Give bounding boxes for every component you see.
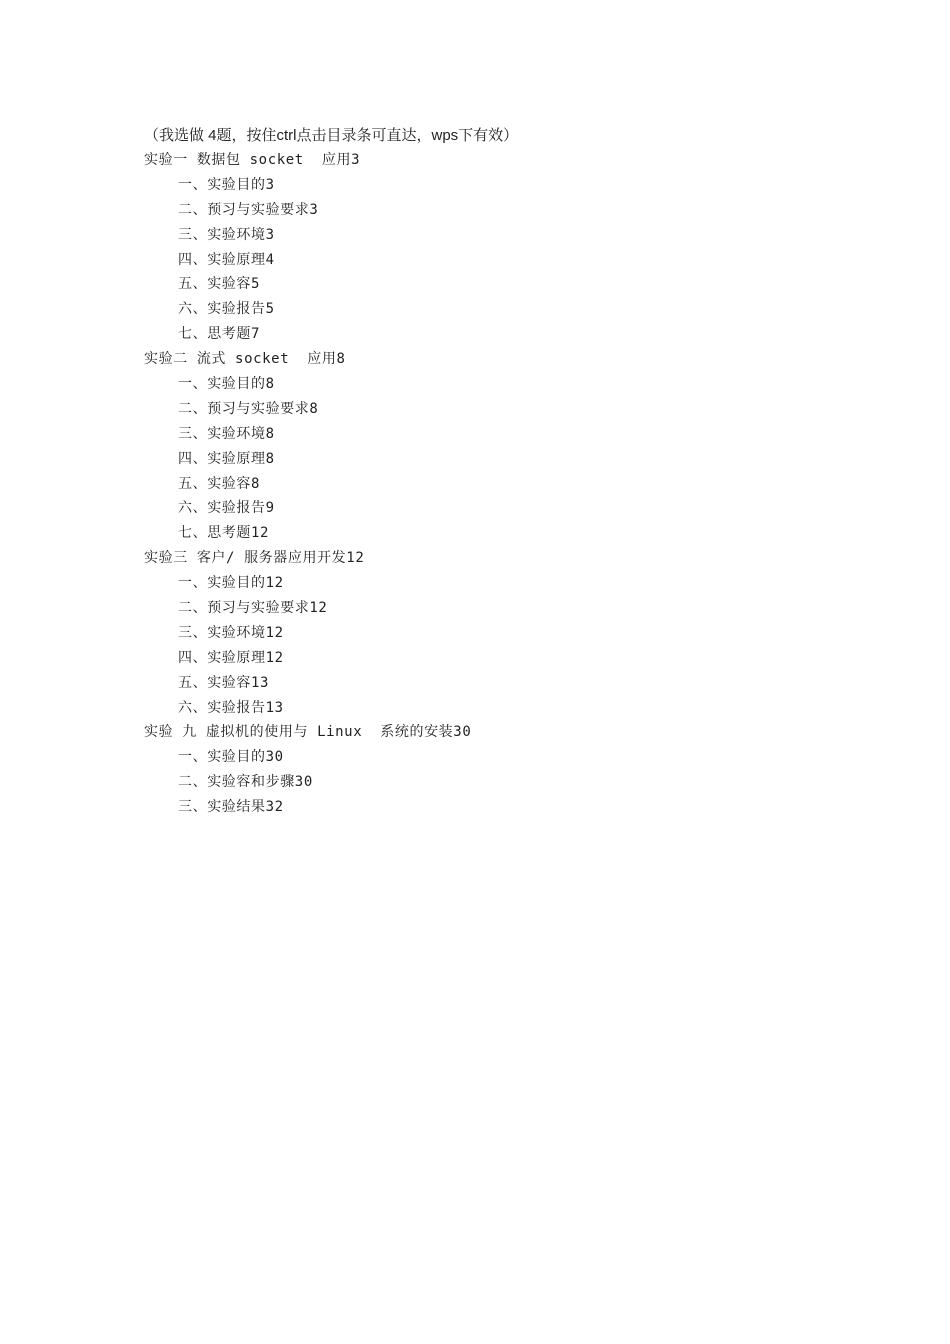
toc-section-link[interactable]: 二、预习与实验要求8: [178, 400, 319, 417]
toc-section-link[interactable]: 六、实验报告9: [178, 500, 275, 517]
toc-section-link[interactable]: 三、实验环境8: [178, 425, 275, 442]
toc-section-link[interactable]: 四、实验原理4: [178, 251, 275, 268]
toc-section-link[interactable]: 七、思考题7: [178, 326, 261, 343]
toc-chapter-link[interactable]: 实验 九 虚拟机的使用与 Linux 系统的安装30: [144, 724, 472, 741]
toc-chapter-link[interactable]: 实验二 流式 socket 应用8: [144, 351, 346, 368]
toc-instruction-note: （我选做 4题，按住ctrl点击目录条可直达，wps下有效）: [144, 127, 519, 144]
toc-section-link[interactable]: 一、实验目的12: [178, 575, 284, 592]
toc-chapter-link[interactable]: 实验一 数据包 socket 应用3: [144, 152, 361, 168]
toc-section-link[interactable]: 七、思考题12: [178, 525, 270, 542]
toc-section-link[interactable]: 五、实验容8: [178, 475, 261, 492]
toc-section-link[interactable]: 六、实验报告13: [178, 699, 284, 716]
toc-section-link[interactable]: 二、预习与实验要求12: [178, 600, 328, 617]
toc-section-link[interactable]: 二、实验容和步骤30: [178, 774, 313, 791]
toc-section-link[interactable]: 一、实验目的30: [178, 749, 284, 766]
toc-section-link[interactable]: 一、实验目的8: [178, 376, 275, 393]
toc-entry-list: [144, 148, 824, 820]
toc-section-link[interactable]: 五、实验容5: [178, 276, 261, 293]
toc-section-link[interactable]: 三、实验结果32: [178, 799, 284, 816]
toc-section-link[interactable]: 六、实验报告5: [178, 301, 275, 318]
toc-section-link[interactable]: 二、预习与实验要求3: [178, 201, 319, 218]
toc-section-link[interactable]: 四、实验原理12: [178, 649, 284, 666]
toc-section-link[interactable]: 三、实验环境3: [178, 226, 275, 243]
toc-section-link[interactable]: 一、实验目的3: [178, 176, 275, 193]
table-of-contents: [144, 123, 824, 820]
toc-section-link[interactable]: 五、实验容13: [178, 674, 270, 691]
toc-section-link[interactable]: 四、实验原理8: [178, 450, 275, 467]
toc-section-link[interactable]: 三、实验环境12: [178, 624, 284, 641]
toc-chapter-link[interactable]: 实验三 客户/ 服务器应用开发12: [144, 550, 365, 567]
